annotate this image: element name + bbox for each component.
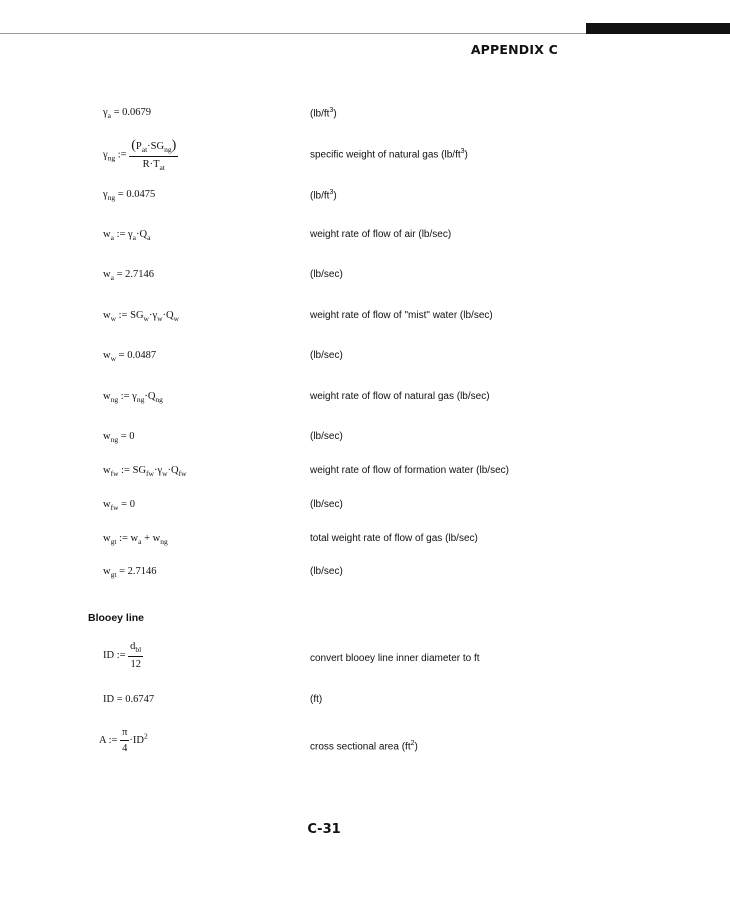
equation-w-a-formula: $w_a$ := $\gamma_a\cdot Q_a$ [103, 229, 151, 243]
description-convert-diameter: convert blooey line inner diameter to ft [310, 653, 480, 664]
description-unit: $(lb/ft^3)$ [310, 189, 337, 202]
description-unit: $(lb/ft^3)$ [310, 107, 337, 120]
fraction: $\frac{d_{bl}}{12}$ [130, 641, 142, 671]
equation-w-ng-formula: $w_{ng}$ := $\gamma_{ng}\cdot Q_{ng}$ [103, 391, 163, 405]
fraction: $\frac{\pi}{4}$ [122, 727, 128, 754]
header-tab-bar [586, 23, 730, 34]
equation-w-a-value: $w_a = 2.7146$ [103, 269, 154, 283]
equation-w-w-formula: $w_w$ := $SG_w\cdot\gamma_w\cdot Q_w$ [103, 310, 180, 324]
equation-w-gt-value: $w_{gt} = 2.7146$ [103, 566, 157, 580]
description-unit: (lb/sec) [310, 269, 343, 280]
equation-id-formula: ID := $\frac{d_{bl}}{12}$ [103, 641, 142, 671]
description-air-flow: weight rate of flow of air (lb/sec) [310, 229, 452, 240]
equation-gamma-a: $\gamma_a = 0.0679$ [103, 107, 152, 121]
equation-w-ng-value: $w_{ng} = 0$ [103, 431, 135, 445]
description-unit: (lb/sec) [310, 350, 343, 361]
description-unit: (lb/sec) [310, 431, 343, 442]
equation-w-fw-formula: $w_{fw}$ := $SG_{fw}\cdot\gamma_w\cdot Q_{fw}$ [103, 465, 187, 479]
equation-w-gt-formula: $w_{gt}$ := $w_a + w_{ng}$ [103, 533, 168, 547]
description-unit: (ft) [310, 694, 323, 705]
description-specific-weight-ng: specific weight of natural gas $(lb/ft^3)$ [310, 148, 468, 161]
section-heading-blooey-line: Blooey line [88, 612, 145, 624]
equation-id-value: ID = 0.6747 [103, 694, 155, 705]
description-mist-water-flow: weight rate of flow of "mist" water (lb/sec) [310, 310, 493, 321]
description-formation-water-flow: weight rate of flow of formation water (lb/sec) [310, 465, 509, 476]
fraction: $\frac{(P_{at}\cdot SG_{ng})}{R\cdot T_{at}}$ [131, 138, 177, 173]
equation-gamma-ng-formula: $\gamma_{ng}$ := $\frac{(P_{at}\cdot SG_{ng})}{R\cdot T_{at}}$ [103, 138, 177, 173]
description-cross-sectional-area: cross sectional area $(ft^2)$ [310, 740, 418, 753]
page-header-title: APPENDIX C [470, 42, 558, 57]
equation-w-w-value: $w_w = 0.0487$ [103, 350, 157, 364]
equation-area-formula: A := $\frac{\pi}{4}$ $\cdot ID^2$ [99, 727, 148, 754]
description-total-gas-flow: total weight rate of flow of gas (lb/sec) [310, 533, 478, 544]
page-number: C-31 [307, 822, 341, 837]
equation-w-fw-value: $w_{fw} = 0$ [103, 499, 135, 513]
equation-gamma-ng-value: $\gamma_{ng} = 0.0475$ [103, 189, 156, 203]
description-unit: (lb/sec) [310, 499, 343, 510]
description-unit: (lb/sec) [310, 566, 343, 577]
description-natural-gas-flow: weight rate of flow of natural gas (lb/sec) [310, 391, 490, 402]
